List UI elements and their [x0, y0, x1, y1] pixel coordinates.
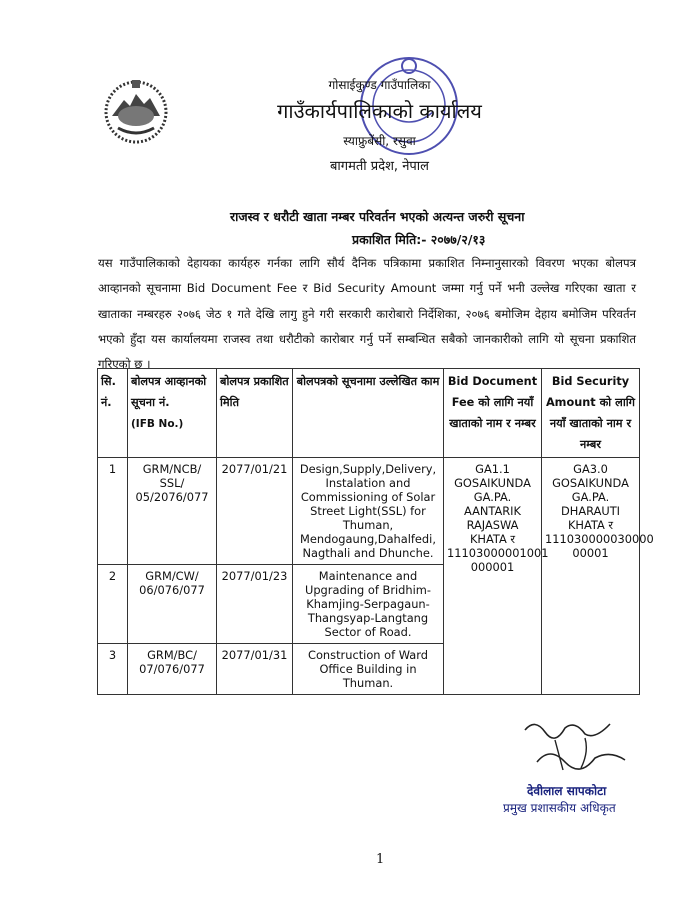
header-work: बोलपत्रको सूचनामा उल्लेखित काम	[293, 369, 444, 458]
bid-accounts-table	[97, 368, 654, 695]
row-sn: 2	[98, 565, 128, 644]
municipality-name: गोसाईकुण्ड गाउँपालिका	[328, 78, 431, 92]
notice-title: राजस्व र धरौटी खाता नम्बर परिवर्तन भएको अत्यन्त जरुरी सूचना	[230, 209, 525, 224]
security-account-cell: GA3.0 GOSAIKUNDA GA.PA. DHARAUTI KHATA र 111030000030000 00001	[542, 458, 640, 695]
published-date: प्रकाशित मिति:- २०७७/२/१३	[352, 232, 486, 247]
header-ifb-label: बोलपत्र आव्हानको सूचना नं.	[131, 375, 207, 409]
header-ifb	[128, 369, 217, 458]
row-sn: 1	[98, 458, 128, 565]
office-name: गाउँकार्यपालिकाको कार्यालय	[277, 99, 482, 123]
table-header-row	[98, 369, 640, 458]
signature-scribble	[515, 710, 635, 780]
fee-account-cell: GA1.1 GOSAIKUNDA GA.PA. AANTARIK RAJASWA KHATA र 11103000001001 000001	[444, 458, 542, 695]
header-date: बोलपत्र प्रकाशित मिति	[217, 369, 293, 458]
row-work: Design,Supply,Delivery, Instalation and Commissioning of Solar Street Light(SSL) for Thuman, Mendogaung,Dahalfedi, Nagthali and Dhunche.	[293, 458, 444, 565]
table-row	[98, 458, 640, 565]
row-ifb: GRM/CW/ 06/076/077	[128, 565, 217, 644]
page-number: 1	[376, 852, 385, 867]
signatory-name: देवीलाल सापकोटा	[527, 784, 607, 798]
header-security: Bid Security Amount को लागि नयाँ खाताको नाम र नम्बर	[542, 369, 640, 458]
row-date: 2077/01/21	[217, 458, 293, 565]
signatory-title: प्रमुख प्रशासकीय अधिकृत	[503, 801, 616, 815]
row-work: Maintenance and Upgrading of Bridhim-Khamjing-Serpagaun-Thangsyap-Langtang Sector of Road.	[293, 565, 444, 644]
row-ifb: GRM/BC/ 07/076/077	[128, 644, 217, 695]
header-fee: Bid Document Fee को लागि नयाँ खाताको नाम र नम्बर	[444, 369, 542, 458]
notice-body: यस गाउँपालिकाको देहायका कार्यहरु गर्नका लागि सौर्य दैनिक पत्रिकामा प्रकाशित निम्नानुसारको विवरण भएका बोलपत्र आव्हानको सूचनामा Bid Document Fee र Bid Security Amount जम्मा गर्नु पर्ने भनी उल्लेख गरिएका खाता र खाताका नम्बरहरु २०७६ जेठ १ गते देखि लागु हुने गरी सरकारी कारोबारो निर्देशिका, २०७६ बमोजिम देहाय बमोजिम परिवर्तन भएको हुँदा यस कार्यालयमा राजस्व तथा धरौटीको कारोबार गर्नु पर्ने सम्बन्धित सबैको जानकारीको लागि यो सूचना प्रकाशित गरिएको छ ।	[98, 256, 636, 372]
row-date: 2077/01/31	[217, 644, 293, 695]
office-address: स्याफ्रुबेंसी, रसुवा	[343, 134, 416, 148]
row-sn: 3	[98, 644, 128, 695]
header-ifb-sub: (IFB No.)	[131, 418, 184, 430]
province-name: बागमती प्रदेश, नेपाल	[330, 159, 429, 174]
header-sn: सि. नं.	[98, 369, 128, 458]
row-ifb: GRM/NCB/ SSL/ 05/2076/077	[128, 458, 217, 565]
row-date: 2077/01/23	[217, 565, 293, 644]
row-work: Construction of Ward Office Building in Thuman.	[293, 644, 444, 695]
